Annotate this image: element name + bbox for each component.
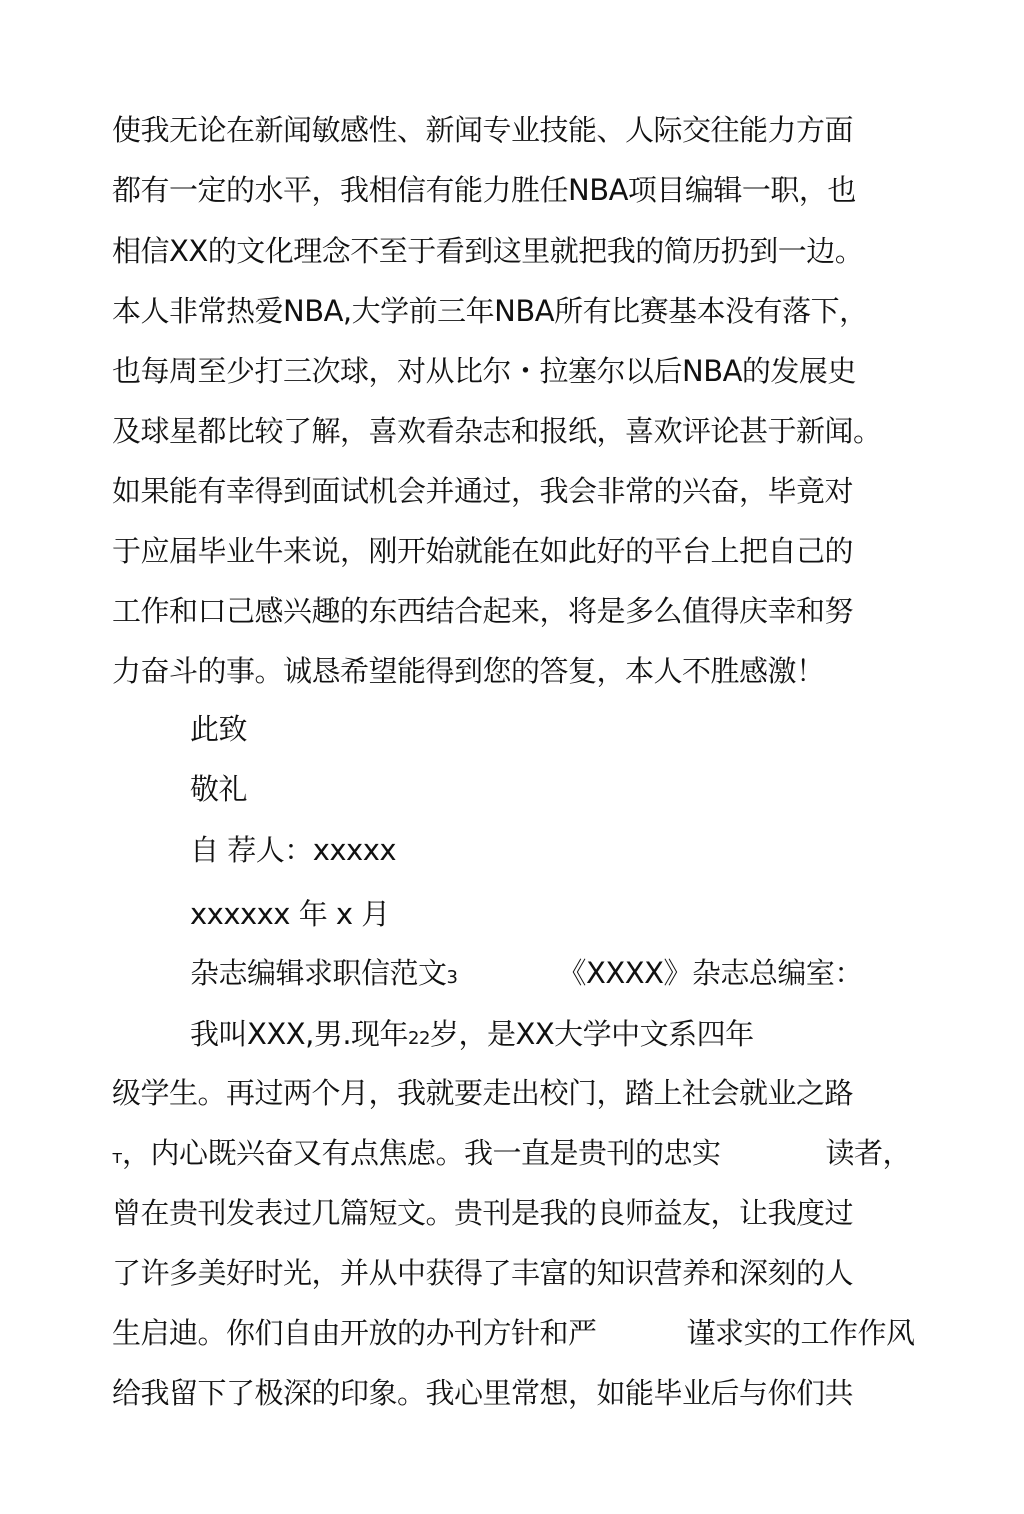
- body-text-line: 级学生。再过两个月，我就要走出校门，踏上社会就业之路: [112, 1076, 854, 1110]
- body-text-line: 都有一定的水平，我相信有能力胜任NBA项目编辑一职，也: [112, 173, 856, 207]
- closing-jingli: 敬礼: [190, 772, 248, 806]
- body-text-line: 如果能有幸得到面试机会并通过，我会非常的兴奋，毕竟对: [112, 474, 854, 508]
- body-text-line: 曾在贵刊发表过几篇短文。贵刊是我的良师益友，让我度过: [112, 1196, 854, 1230]
- signer-line: 自 荐人：xxxxx: [190, 833, 397, 867]
- age-value: 22: [408, 1028, 430, 1049]
- body-text-line: [112, 1133, 911, 1173]
- line-segment: 谨求实的工作作风: [686, 1316, 915, 1350]
- body-text-line: 也每周至少打三次球，对从比尔・拉塞尔以后NBA的发展史: [112, 354, 856, 388]
- body-text-line: [190, 1014, 754, 1054]
- body-text-line: 于应届毕业牛来说，刚开始就能在如此好的平台上把自己的: [112, 534, 854, 568]
- intro-text: 我叫XXX,男.现年: [190, 1017, 409, 1051]
- body-text-line: 了许多美好时光，并从中获得了丰富的知识营养和深刻的人: [112, 1256, 854, 1290]
- intro-text-cont: 岁，是XX大学中文系四年: [429, 1017, 754, 1051]
- body-text-line: 相信XX的文化理念不至于看到这里就把我的简历扔到一边。: [112, 234, 864, 268]
- letter-title: 杂志编辑求职信范文: [190, 956, 447, 990]
- closing-cizhi: 此致: [190, 712, 248, 746]
- line-segment: 生启迪。你们自由开放的办刊方针和严: [112, 1316, 597, 1350]
- stray-char: т: [112, 1147, 122, 1168]
- body-text-line: 给我留下了极深的印象。我心里常想，如能毕业后与你们共: [112, 1376, 854, 1410]
- body-text-line: 使我无论在新闻敏感性、新闻专业技能、人际交往能力方面: [112, 113, 854, 147]
- body-text-line: 及球星都比较了解，喜欢看杂志和报纸，喜欢评论甚于新闻。: [112, 414, 882, 448]
- body-text-line: 工作和口己感兴趣的东西结合起来，将是多么值得庆幸和努: [112, 594, 854, 628]
- line-segment: ，内心既兴奋又有点焦虑。我一直是贵刊的忠实: [122, 1136, 721, 1170]
- body-text-line: 本人非常热爱NBA,大学前三年NBA所有比赛基本没有落下，: [112, 294, 868, 328]
- letter-addressee: 《XXXX》杂志总编室：: [557, 956, 863, 990]
- date-line: xxxxxx 年 x 月: [190, 897, 390, 931]
- line-segment: 读者，: [825, 1136, 912, 1170]
- letter-number: 3: [446, 967, 458, 988]
- body-text-line: 力奋斗的事。诚恳希望能得到您的答复，本人不胜感激！: [112, 654, 825, 688]
- letter-heading: [190, 953, 863, 993]
- body-text-line: [112, 1313, 915, 1353]
